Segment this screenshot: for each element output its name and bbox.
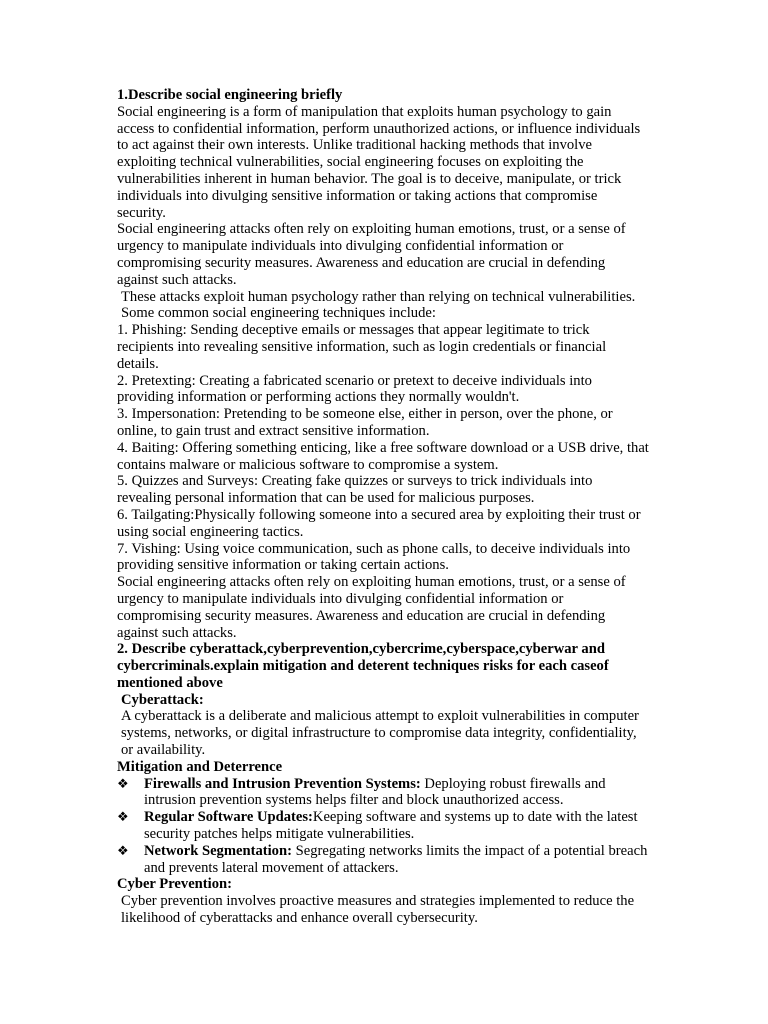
section2-heading: 2. Describe cyberattack,cyberprevention,cybercrime,cyberspace,cyberwar and cybercriminals.explain mitigation and deterent techniques risks for each caseof mentioned above [117, 641, 609, 691]
section1-paragraph-1: Social engineering is a form of manipulation that exploits human psychology to gain access to confidential information, perform unauthorized actions, or influence individuals to act against their own interests. Unlike traditional hacking methods that involve exploiting technical vulnerabilities, social engineering focuses on exploiting the vulnerabilities inherent in human behavior. The goal is to deceive, manipulate, or trick individuals into divulging sensitive information or taking actions that compromise security. [117, 103, 641, 221]
diamond-bullet-icon: ❖ [117, 809, 129, 825]
technique-item: 7. Vishing: Using voice communication, such as phone calls, to deceive individuals into providing sensitive information or taking certain actions. [117, 540, 631, 574]
diamond-bullet-icon: ❖ [117, 842, 129, 858]
mitigation-item-label: Network Segmentation: [144, 842, 292, 859]
cyberattack-text: A cyberattack is a deliberate and malicious attempt to exploit vulnerabilities in computer systems, networks, or digital infrastructure to compromise data integrity, confidentiality, or availability. [121, 708, 639, 759]
mitigation-item-label: Regular Software Updates: [144, 809, 313, 826]
technique-item: 6. Tailgating:Physically following someone into a secured area by exploiting their trust or using social engineering tactics. [117, 506, 641, 540]
mitigation-item-text: Keeping software and systems up to date with the latest security patches helps mitigate vulnerabilities. [144, 809, 638, 843]
technique-item: 4. Baiting: Offering something enticing, like a free software download or a USB drive, that contains malware or malicious software to compromise a system. [117, 439, 649, 473]
mitigation-heading: Mitigation and Deterrence [117, 758, 283, 775]
technique-item: 2. Pretexting: Creating a fabricated scenario or pretext to deceive individuals into providing information or performing actions they normally wouldn't. [117, 372, 592, 406]
mitigation-item-text: Deploying robust firewalls and intrusion prevention systems helps filter and block unauthorized access. [144, 775, 606, 809]
section1-paragraph-2: Social engineering attacks often rely on exploiting human emotions, trust, or a sense of urgency to manipulate individuals into divulging confidential information or compromising security measures. Awareness and education are crucial in defending against such attacks. [117, 221, 626, 288]
technique-item: 3. Impersonation: Pretending to be someone else, either in person, over the phone, or online, to gain trust and extract sensitive information. [117, 406, 613, 439]
mitigation-item [117, 776, 649, 810]
document-page [117, 87, 649, 927]
technique-item: 1. Phishing: Sending deceptive emails or messages that appear legitimate to trick recipients into revealing sensitive information, such as login credentials or financial details. [117, 322, 607, 372]
mitigation-item [117, 843, 649, 877]
prevention-text: Cyber prevention involves proactive measures and strategies implemented to reduce the likelihood of cyberattacks and enhance overall cybersecurity. [121, 893, 635, 927]
section1-paragraph-4: Social engineering attacks often rely on exploiting human emotions, trust, or a sense of urgency to manipulate individuals into divulging confidential information or compromising security measures. Awareness and education are crucial in defending against such attacks. [117, 574, 626, 641]
cyberattack-heading: Cyberattack: [121, 691, 204, 708]
diamond-bullet-icon: ❖ [117, 775, 129, 791]
technique-item: 5. Quizzes and Surveys: Creating fake quizzes or surveys to trick individuals into revealing personal information that can be used for malicious purposes. [117, 473, 593, 507]
mitigation-list [117, 776, 649, 877]
mitigation-item-label: Firewalls and Intrusion Prevention Systems: [144, 775, 421, 792]
techniques-list [117, 322, 649, 574]
section1-paragraph-3: These attacks exploit human psychology rather than relying on technical vulnerabilities. Some common social engineering techniques include: [121, 288, 636, 322]
mitigation-item [117, 809, 649, 843]
mitigation-item-text: Segregating networks limits the impact of a potential breach and prevents lateral movement of attackers. [144, 842, 648, 876]
section1-heading: 1.Describe social engineering briefly [117, 87, 343, 103]
prevention-heading: Cyber Prevention: [117, 876, 232, 893]
